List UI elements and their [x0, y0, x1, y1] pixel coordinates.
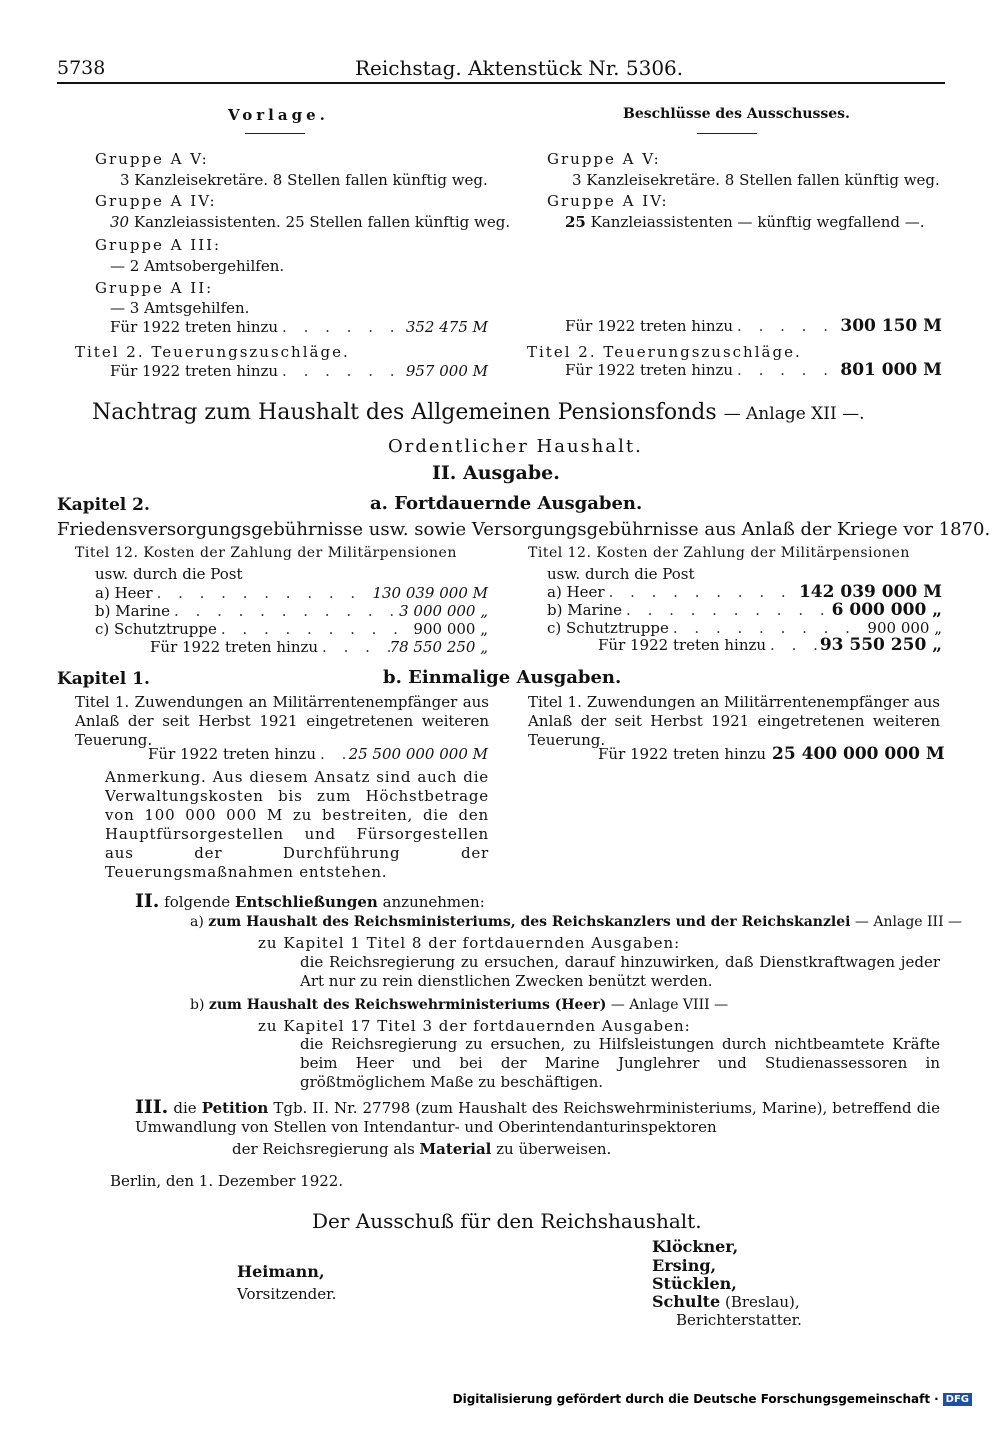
- left-titel12-sum-row: [150, 638, 488, 656]
- left-titel12-sum-amount: 78 550 250 „: [389, 638, 488, 656]
- place-date: Berlin, den 1. Dezember 1922.: [110, 1172, 344, 1190]
- resolution-a-sub: zu Kapitel 1 Titel 8 der fortdauernden Ausgaben:: [258, 934, 681, 952]
- resolution-iii-text: Tgb. II. Nr. 27798 (zum Haushalt des Reichswehrministeriums, Marine), betreffend die Umwandlung von Stellen von Intendantur- und Oberintendanturinspektoren: [135, 1099, 940, 1136]
- left-einmalig-sum-label: Für 1922 treten hinzu: [148, 745, 317, 763]
- left-sum2-amount: 957 000 M: [405, 362, 488, 380]
- left-schutz-label: c) Schutztruppe: [95, 620, 217, 638]
- left-heer-amount: 130 039 000 M: [372, 584, 488, 602]
- resolution-a-anlage: — Anlage III —: [850, 914, 963, 930]
- right-titel12-line2: usw. durch die Post: [547, 565, 695, 583]
- footer-separator: ·: [934, 1392, 939, 1406]
- right-heer-amount: 142 039 000 M: [798, 582, 942, 602]
- left-aiv-number: 30: [110, 213, 130, 231]
- left-titel12-sum-label: Für 1922 treten hinzu: [150, 638, 319, 656]
- chair-name: Heimann,: [237, 1262, 325, 1281]
- leader-dots: [622, 601, 832, 619]
- resolution-b-line: [190, 997, 728, 1013]
- left-marine-label: b) Marine: [95, 602, 171, 620]
- right-schutz-label: c) Schutztruppe: [547, 619, 669, 637]
- resolution-ii-number: II.: [135, 890, 160, 912]
- right-heading-rule: [697, 133, 757, 134]
- leader-dots: [766, 636, 820, 654]
- digitization-credit-text: Digitalisierung gefördert durch die Deutsche Forschungsgemeinschaft: [452, 1392, 931, 1406]
- rapporteur-4-name: Schulte: [652, 1292, 721, 1311]
- right-einmalig-text: Titel 1. Zuwendungen an Militärrentenempfänger aus Anlaß der seit Herbst 1921 eingetretenen weiteren Teuerung.: [528, 693, 940, 749]
- resolution-iii-line: [135, 1098, 940, 1137]
- right-aiv-text: Kanzleiassistenten — künftig wegfallend —.: [585, 213, 925, 231]
- right-schutz-amount: 900 000 „: [867, 619, 942, 637]
- left-group-av-text: 3 Kanzleisekretäre. 8 Stellen fallen künftig weg.: [120, 171, 488, 189]
- right-titel12-sum-amount: 93 550 250 „: [819, 635, 942, 655]
- left-titel12-line2: usw. durch die Post: [95, 565, 243, 583]
- right-marine-amount: 6 000 000 „: [831, 600, 942, 620]
- right-einmalig-sum-row: [598, 744, 945, 764]
- leader-dots: [278, 362, 406, 380]
- left-sum2-label: Für 1922 treten hinzu: [110, 362, 279, 380]
- left-group-aii-text: — 3 Amtsgehilfen.: [110, 299, 250, 317]
- leader-dots: [153, 584, 373, 602]
- left-heading-rule: [245, 133, 305, 134]
- resolution-iii-bold: Petition: [201, 1099, 269, 1117]
- haushalt-subtitle: Ordentlicher Haushalt.: [388, 436, 643, 457]
- left-titel12-line1: Titel 12. Kosten der Zahlung der Militärpensionen: [75, 545, 457, 561]
- rapporteur-1: Klöckner,: [652, 1237, 739, 1256]
- section-heading: II. Ausgabe.: [432, 462, 560, 484]
- right-sum1-amount: 300 150 M: [840, 316, 942, 336]
- resolution-b-sub: zu Kapitel 17 Titel 3 der fortdauernden Ausgaben:: [258, 1017, 691, 1035]
- left-marine-amount: 3 000 000 „: [399, 602, 488, 620]
- resolution-a-line: [190, 914, 962, 930]
- leader-dots: [170, 602, 399, 620]
- left-einmalig-sum-row: [148, 745, 488, 763]
- rapporteur-3: Stücklen,: [652, 1274, 737, 1293]
- nachtrag-title: [92, 400, 865, 425]
- einmalige-heading: b. Einmalige Ausgaben.: [383, 667, 622, 688]
- right-sum2-row: [565, 360, 942, 380]
- left-schutz-row: [95, 620, 488, 638]
- rapporteur-4: [652, 1292, 800, 1311]
- left-titel2-label: Titel 2. Teuerungszuschläge.: [75, 343, 350, 361]
- anmerkung-note: Anmerkung. Aus diesem Ansatz sind auch die Verwaltungskosten bis zum Höchstbetrage von 100 000 000 M zu bestreiten, die den Hauptfürsorgestellen und Fürsorgestellen aus der Durchführung der Teuerungsmaßnahmen entstehen.: [105, 768, 489, 881]
- right-sum1-row: [565, 316, 942, 336]
- left-heer-row: [95, 584, 488, 602]
- nachtrag-anlage: — Anlage XII —.: [723, 404, 865, 424]
- resolution-a-bold: zum Haushalt des Reichsministeriums, des Reichskanzlers und der Reichskanzlei: [208, 914, 851, 930]
- resolution-iii-line3-post: zu überweisen.: [491, 1140, 612, 1158]
- resolution-iii-line3-bold: Material: [419, 1140, 492, 1158]
- leader-dots: [278, 318, 406, 336]
- leader-dots: [605, 583, 799, 601]
- resolution-ii-pre: folgende: [164, 893, 235, 911]
- resolution-ii-line: [135, 890, 485, 912]
- right-titel12-sum-label: Für 1922 treten hinzu: [598, 636, 767, 654]
- right-heer-row: [547, 582, 942, 602]
- right-aiv-number: 25: [565, 213, 586, 231]
- resolution-a-text: die Reichsregierung zu ersuchen, darauf hinzuwirken, daß Dienstkraftwagen jeder Art nur zu rein dienstlichen Zwecken benützt werden.: [300, 953, 940, 990]
- kapitel1-label: Kapitel 1.: [57, 669, 150, 689]
- left-einmalig-text: Titel 1. Zuwendungen an Militärrentenempfänger aus Anlaß der seit Herbst 1921 eingetretenen weiteren Teuerung.: [75, 693, 489, 749]
- right-group-av-title: Gruppe A V:: [547, 150, 661, 168]
- left-sum1-label: Für 1922 treten hinzu: [110, 318, 279, 336]
- left-einmalig-sum-amount: 25 500 000 000 M: [348, 745, 488, 763]
- left-group-av-title: Gruppe A V:: [95, 150, 209, 168]
- right-titel12-line1: Titel 12. Kosten der Zahlung der Militärpensionen: [528, 545, 910, 561]
- leader-dots: [733, 317, 840, 335]
- right-titel12-sum-row: [598, 635, 942, 655]
- frieden-heading: Friedensversorgungsgebührnisse usw. sowie Versorgungsgebührnisse aus Anlaß der Kriege vor 1870.: [57, 519, 991, 540]
- left-aiv-text: Kanzleiassistenten. 25 Stellen fallen künftig weg.: [129, 213, 511, 231]
- left-group-aii-title: Gruppe A II:: [95, 279, 214, 297]
- header-rule: [57, 82, 945, 84]
- leader-dots: [318, 638, 390, 656]
- left-group-aiii-text: — 2 Amtsobergehilfen.: [110, 257, 285, 275]
- left-schutz-amount: 900 000 „: [413, 620, 488, 638]
- chair-role: Vorsitzender.: [237, 1285, 337, 1303]
- digitization-credit: [453, 1392, 972, 1406]
- nachtrag-title-text: Nachtrag zum Haushalt des Allgemeinen Pensionsfonds: [92, 400, 717, 425]
- leader-dots: [217, 620, 414, 638]
- resolution-iii-pre: die: [173, 1099, 202, 1117]
- right-einmalig-sum-label: Für 1922 treten hinzu: [598, 745, 767, 763]
- right-marine-row: [547, 600, 942, 620]
- left-group-aiv-line: [110, 213, 510, 231]
- right-sum2-amount: 801 000 M: [840, 360, 942, 380]
- resolution-a-label: a): [190, 914, 209, 930]
- page-title: Reichstag. Aktenstück Nr. 5306.: [355, 56, 684, 80]
- right-sum1-label: Für 1922 treten hinzu: [565, 317, 734, 335]
- right-sum2-label: Für 1922 treten hinzu: [565, 361, 734, 379]
- left-column-heading: Vorlage.: [228, 106, 329, 124]
- right-einmalig-sum-amount: 25 400 000 000 M: [772, 744, 945, 764]
- left-sum1-amount: 352 475 M: [405, 318, 488, 336]
- rapporteur-4-place: (Breslau),: [720, 1293, 800, 1311]
- right-heer-label: a) Heer: [547, 583, 605, 601]
- right-group-aiv-line: [565, 213, 925, 231]
- rapporteur-2: Ersing,: [652, 1256, 717, 1275]
- right-group-av-text: 3 Kanzleisekretäre. 8 Stellen fallen künftig weg.: [572, 171, 940, 189]
- resolution-iii-number: III.: [135, 1096, 169, 1118]
- leader-dots: [316, 745, 349, 763]
- right-titel2-label: Titel 2. Teuerungszuschläge.: [527, 343, 802, 361]
- right-marine-label: b) Marine: [547, 601, 623, 619]
- leader-dots: [733, 361, 840, 379]
- resolution-ii-post: anzunehmen:: [377, 893, 485, 911]
- committee-name: Der Ausschuß für den Reichshaushalt.: [312, 1209, 702, 1233]
- dfg-logo: DFG: [943, 1393, 972, 1406]
- kapitel2-label: Kapitel 2.: [57, 495, 150, 515]
- left-group-aiv-title: Gruppe A IV:: [95, 192, 217, 210]
- resolution-b-label: b): [190, 997, 209, 1013]
- left-sum2-row: [110, 362, 488, 380]
- left-sum1-row: [110, 318, 488, 336]
- resolution-b-text: die Reichsregierung zu ersuchen, zu Hilfsleistungen durch nichtbeamtete Kräfte beim Heer und bei der Marine Junglehrer und Studienassessoren in größtmöglichem Maße zu beschäftigen.: [300, 1035, 940, 1091]
- resolution-iii-line3-pre: der Reichsregierung als: [232, 1140, 420, 1158]
- resolution-b-bold: zum Haushalt des Reichswehrministeriums (Heer): [208, 997, 607, 1013]
- left-heer-label: a) Heer: [95, 584, 153, 602]
- left-group-aiii-title: Gruppe A III:: [95, 236, 222, 254]
- resolution-ii-bold: Entschließungen: [234, 893, 378, 911]
- page-number: 5738: [57, 57, 106, 79]
- fortdauernde-heading: a. Fortdauernde Ausgaben.: [370, 493, 643, 514]
- rapporteur-role: Berichterstatter.: [676, 1311, 802, 1329]
- resolution-b-anlage: — Anlage VIII —: [606, 997, 729, 1013]
- right-column-heading: Beschlüsse des Ausschusses.: [623, 106, 850, 122]
- resolution-iii-line3: [232, 1140, 611, 1158]
- right-group-aiv-title: Gruppe A IV:: [547, 192, 669, 210]
- left-marine-row: [95, 602, 488, 620]
